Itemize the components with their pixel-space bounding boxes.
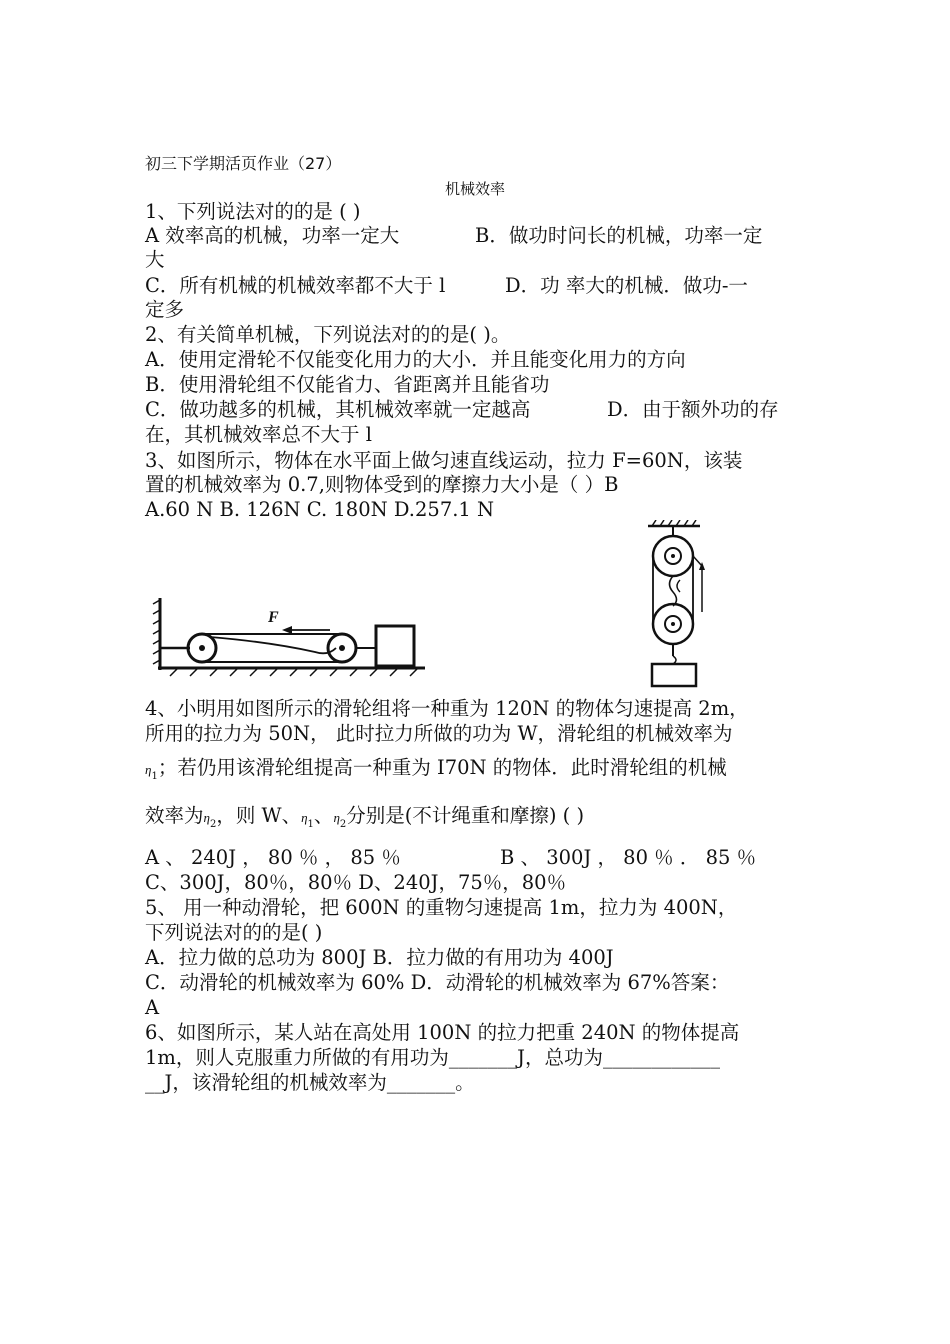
q4-stem-line4-d: 分别是(不计绳重和摩擦) ( ) [346, 804, 585, 827]
q1-option-b-cont: 大 [145, 248, 165, 271]
q2-option-d: D．由于额外功的存 [607, 398, 779, 421]
q5-stem-line2: 下列说法对的的是( ) [145, 921, 323, 944]
q4-stem-line1: 4、小明用如图所示的滑轮组将一种重为 120N 的物体匀速提高 2m， [145, 697, 749, 720]
worksheet-subtitle: 机械效率 [444, 180, 505, 198]
q6-stem-line1: 6、如图所示，某人站在高处用 100N 的拉力把重 240N 的物体提高 [145, 1021, 740, 1044]
q2-option-a: A．使用定滑轮不仅能变化用力的大小．并且能变化用力的方向 [145, 348, 686, 371]
eta-subscript: 2 [209, 818, 217, 830]
q4-stem-line4-a: 效率为 [145, 804, 204, 827]
eta-subscript: 1 [307, 818, 314, 830]
q4-option-b: B 、 300J ， 80 ％ ． 85 ％ [500, 846, 757, 869]
horizontal-pulley-figure [150, 590, 435, 685]
q4-stem-line4-c: 、 [313, 804, 334, 827]
q4-stem-line3 [145, 756, 810, 789]
q3-stem-line1: 3、如图所示，物体在水平面上做匀速直线运动，拉力 F=60N，该装 [145, 449, 743, 472]
q1-option-d-cont: 定多 [145, 298, 185, 321]
q5-options-ab: A．拉力做的总功为 800J B．拉力做的有用功为 400J [145, 946, 614, 969]
force-label-f: F [268, 609, 279, 626]
q3-stem-line2: 置的机械效率为 0.7,则物体受到的摩擦力大小是（ ）B [145, 473, 619, 496]
q4-option-a: A 、 240J ， 80 ％ ， 85 ％ [145, 846, 401, 869]
q3-options: A.60 N B. 126N C. 180N D.257.1 N [145, 498, 495, 521]
q1-stem: 1、下列说法对的的是 ( ) [145, 200, 361, 223]
eta-subscript: 2 [339, 818, 347, 830]
q5-stem-line1: 5、 用一种动滑轮，把 600N 的重物匀速提高 1m，拉力为 400N， [145, 896, 738, 919]
eta-symbol: η [203, 810, 210, 825]
q4-stem-line2: 所用的拉力为 50N， 此时拉力所做的功为 W，滑轮组的机械效率为 [145, 722, 733, 745]
q4-options-cd: C、300J，80％，80％ D、240J，75％，80％ [145, 871, 567, 894]
eta-symbol: η [145, 762, 152, 777]
q1-option-d: D．功 率大的机械．做功-一 [505, 274, 748, 297]
eta-subscript: 1 [151, 770, 158, 782]
q1-option-a: A 效率高的机械，功率一定大 [145, 224, 400, 247]
q2-option-b: B．使用滑轮组不仅能省力、省距离并且能省功 [145, 373, 550, 396]
q1-option-c: C．所有机械的机械效率都不大于 l [145, 274, 446, 297]
q4-stem-line4-b: ，则 W、 [216, 804, 302, 827]
vertical-pulley-figure [630, 520, 705, 690]
q2-stem: 2、有关简单机械，下列说法对的的是( )。 [145, 323, 511, 346]
q2-option-d-cont: 在，其机械效率总不大于 l [145, 423, 372, 446]
q4-stem-line4 [145, 804, 810, 837]
worksheet-header: 初三下学期活页作业（27） [145, 154, 342, 173]
eta-symbol: η [333, 810, 340, 825]
q2-option-c: C．做功越多的机械，其机械效率就一定越高 [145, 398, 531, 421]
q5-options-cd: C．动滑轮的机械效率为 60% D．动滑轮的机械效率为 67%答案： [145, 971, 730, 994]
q6-stem-line2: 1m，则人克服重力所做的有用功为_______J，总功为____________ [145, 1046, 720, 1069]
q5-answer: A [145, 996, 160, 1019]
q4-stem-line3-text: ；若仍用该滑轮组提高一种重为 I70N 的物体．此时滑轮组的机械 [157, 756, 727, 779]
eta-symbol: η [301, 810, 308, 825]
q1-option-b: B．做功时问长的机械，功率一定 [475, 224, 763, 247]
q6-stem-line3: __J，该滑轮组的机械效率为_______。 [145, 1071, 475, 1094]
